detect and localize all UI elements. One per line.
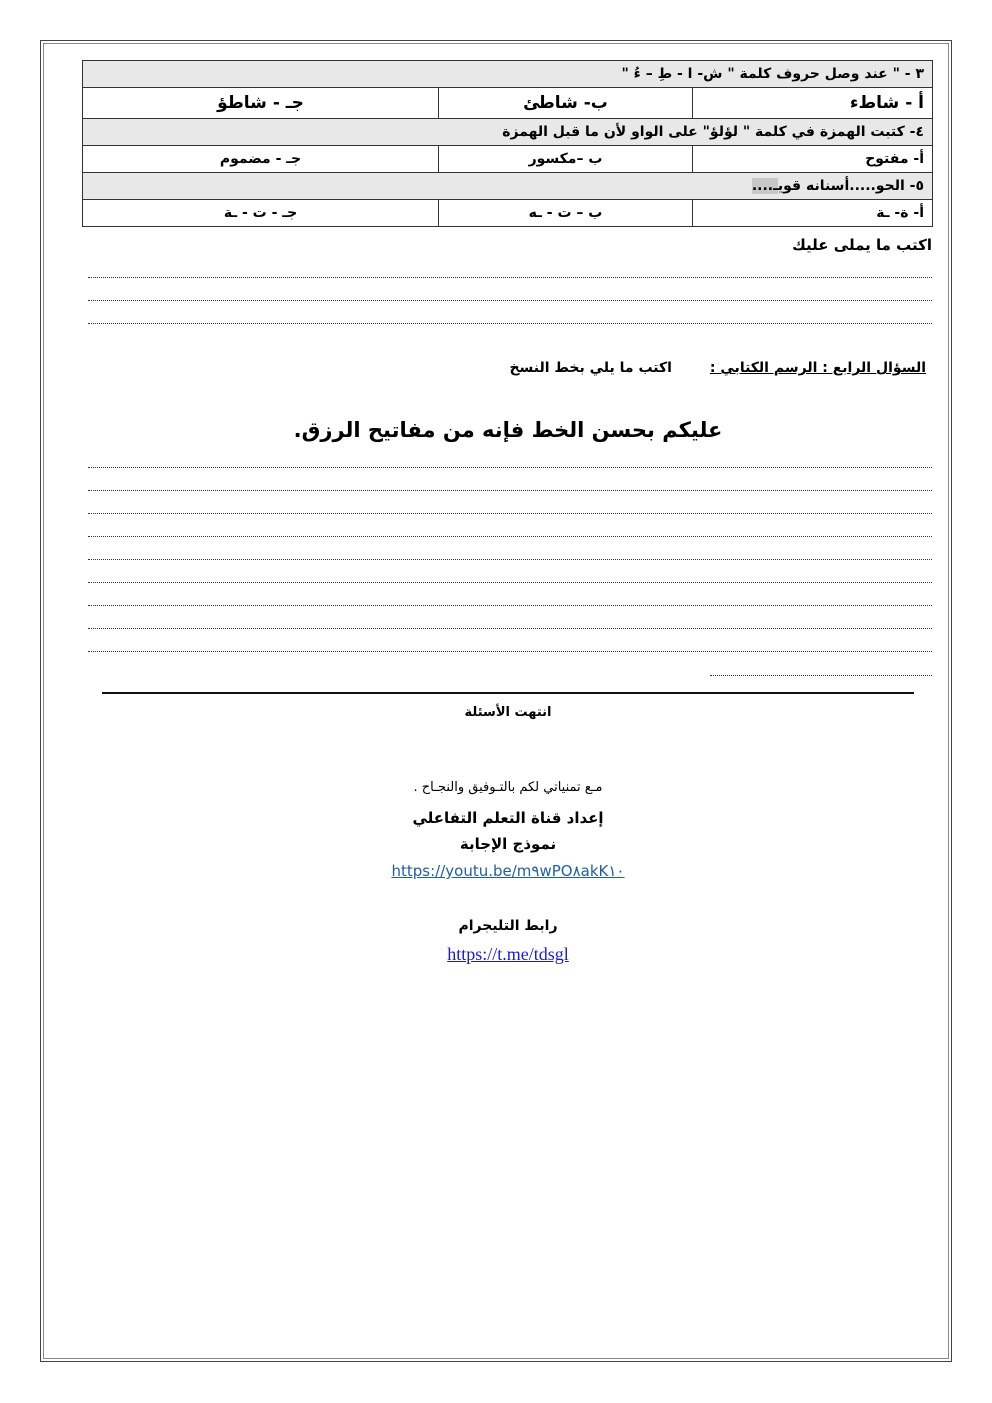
question-row-3 [83, 61, 933, 88]
writing-line[interactable] [88, 513, 932, 514]
writing-line[interactable] [88, 490, 932, 491]
question-5-prefix: ٥- الحو.....أسنانه قوي [777, 178, 924, 194]
option-3-a[interactable]: أ - شاطء [693, 88, 933, 119]
writing-line[interactable] [88, 536, 932, 537]
question-row-5 [83, 173, 933, 200]
writing-line[interactable] [88, 467, 932, 468]
prepared-by: إعداد قناة التعلم التفاعلي [412, 809, 604, 827]
question-4-instruction: اكتب ما يلي بخط النسخ [509, 360, 672, 376]
writing-line[interactable] [88, 582, 932, 583]
option-5-b[interactable]: ب – ت - ـه [439, 200, 693, 227]
youtube-link[interactable]: https://youtu.be/m٩wPO٨akK١٠ [391, 862, 625, 880]
dictation-line[interactable] [88, 323, 932, 324]
options-row-3 [83, 88, 933, 119]
option-3-b[interactable]: ب- شاطئ [439, 88, 693, 119]
options-row-4 [83, 146, 933, 173]
telegram-label: رابط التليجرام [458, 918, 558, 934]
question-4-text: ٤- كتبت الهمزة في كلمة " لؤلؤ" على الواو لأن ما قبل الهمزة [83, 119, 933, 146]
writing-line[interactable] [88, 628, 932, 629]
end-of-questions: انتهت الأسئلة [464, 705, 552, 720]
dictation-line[interactable] [88, 300, 932, 301]
option-5-c[interactable]: جـ - ت - ـة [83, 200, 439, 227]
question-5-blank: ـ.... [751, 178, 778, 194]
question-3-text: ٣ - " عند وصل حروف كلمة " ش- ا - طِ – ءُ " [83, 61, 933, 88]
question-4-label: السؤال الرابع : الرسم الكتابي : [709, 360, 926, 376]
writing-line[interactable] [88, 559, 932, 560]
option-5-a[interactable]: أ- ة- ـة [693, 200, 933, 227]
dictation-line[interactable] [88, 277, 932, 278]
option-4-c[interactable]: جـ - مضموم [83, 146, 439, 173]
good-wishes: مـع تمنياتي لكم بالتـوفيق والنجـاح . [413, 780, 603, 795]
answer-model-label: نموذج الإجابة [459, 835, 557, 853]
option-4-a[interactable]: أ- مفتوح [693, 146, 933, 173]
questions-table [82, 60, 933, 227]
separator-line [102, 692, 914, 694]
question-row-4 [83, 119, 933, 146]
options-row-5 [83, 200, 933, 227]
question-5-text [83, 173, 933, 200]
writing-line-short[interactable] [710, 675, 932, 676]
question-4-heading [509, 360, 926, 376]
writing-line[interactable] [88, 605, 932, 606]
option-4-b[interactable]: ب –مكسور [439, 146, 693, 173]
telegram-link[interactable]: https://t.me/tdsgl [447, 944, 569, 964]
option-3-c[interactable]: جـ - شاطؤ [83, 88, 439, 119]
writing-line[interactable] [88, 651, 932, 652]
dictation-title: اكتب ما يملى عليك [792, 236, 932, 254]
naskh-sentence: عليكم بحسن الخط فإنه من مفاتيح الرزق. [293, 418, 723, 442]
